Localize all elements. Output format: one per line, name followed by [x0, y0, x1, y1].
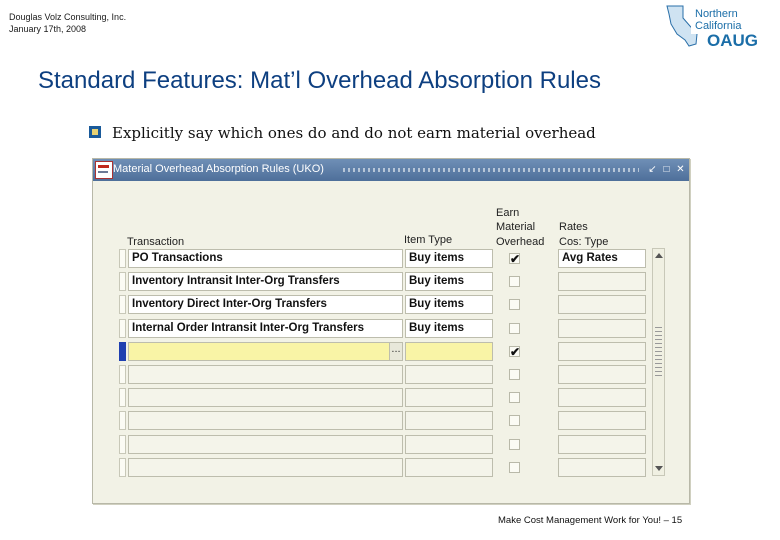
row-indicator[interactable] — [119, 249, 126, 268]
oracle-icon — [95, 161, 113, 179]
bullet-text: Explicitly say which ones do and do not earn material overhead — [112, 124, 596, 142]
rates-cost-type-field[interactable] — [558, 272, 646, 291]
item-type-field[interactable]: Buy items — [405, 272, 493, 291]
row-indicator[interactable] — [119, 411, 126, 430]
item-type-field[interactable] — [405, 411, 493, 430]
earn-overhead-checkbox[interactable] — [509, 299, 520, 310]
logo-line-2: California — [695, 20, 742, 32]
column-header-transaction: Transaction — [127, 236, 185, 248]
row-indicator[interactable] — [119, 365, 126, 384]
transaction-field[interactable] — [128, 411, 403, 430]
company-name: Douglas Volz Consulting, Inc. — [9, 12, 127, 22]
rates-cost-type-field[interactable] — [558, 435, 646, 454]
window-titlebar[interactable] — [93, 159, 689, 181]
absorption-rules-window — [92, 158, 690, 504]
transaction-field[interactable] — [128, 365, 403, 384]
rates-cost-type-field[interactable] — [558, 388, 646, 407]
restore-icon[interactable]: ↙ — [648, 164, 657, 175]
column-header-item-type: Item Type — [404, 234, 453, 246]
earn-overhead-checkbox[interactable] — [509, 323, 520, 334]
earn-overhead-checkbox[interactable] — [509, 276, 520, 287]
item-type-field[interactable] — [405, 388, 493, 407]
row-indicator[interactable] — [119, 319, 126, 338]
slide-footer: Make Cost Management Work for You! – 15 — [498, 515, 683, 526]
maximize-icon[interactable]: □ — [663, 164, 670, 175]
bullet-icon — [89, 126, 101, 138]
item-type-field[interactable] — [405, 435, 493, 454]
item-type-field[interactable] — [405, 342, 493, 361]
rates-cost-type-field[interactable] — [558, 411, 646, 430]
transaction-field[interactable]: Internal Order Intransit Inter-Org Transfers — [128, 319, 403, 338]
column-header-rates-1: Rates — [559, 221, 588, 233]
item-type-field[interactable] — [405, 365, 493, 384]
earn-overhead-checkbox[interactable] — [509, 415, 520, 426]
list-of-values-button[interactable]: ... — [389, 342, 403, 361]
row-indicator[interactable] — [119, 342, 126, 361]
transaction-field[interactable]: Inventory Direct Inter-Org Transfers — [128, 295, 403, 314]
item-type-field[interactable] — [405, 458, 493, 477]
column-header-earn-3: Overhead — [496, 236, 545, 248]
rates-cost-type-field[interactable] — [558, 365, 646, 384]
column-header-rates-2: Cos: Type — [559, 236, 609, 248]
rates-cost-type-field[interactable] — [558, 295, 646, 314]
transaction-field[interactable]: Inventory Intransit Inter-Org Transfers — [128, 272, 403, 291]
rates-cost-type-field[interactable]: Avg Rates — [558, 249, 646, 268]
earn-overhead-checkbox[interactable] — [509, 392, 520, 403]
scroll-up-icon[interactable] — [655, 253, 663, 258]
scroll-grip[interactable] — [655, 327, 662, 379]
slide-title: Standard Features: Mat’l Overhead Absorption Rules — [38, 67, 601, 94]
logo-line-3: OAUG — [707, 31, 758, 48]
window-title: Material Overhead Absorption Rules (UKO) — [113, 163, 324, 175]
row-indicator[interactable] — [119, 272, 126, 291]
logo-line-1: Northern — [695, 8, 738, 20]
transaction-field[interactable] — [128, 388, 403, 407]
row-indicator[interactable] — [119, 458, 126, 477]
earn-overhead-checkbox[interactable]: ✔ — [510, 252, 521, 266]
row-indicator[interactable] — [119, 295, 126, 314]
scroll-down-icon[interactable] — [655, 466, 663, 471]
earn-overhead-checkbox[interactable] — [509, 369, 520, 380]
transaction-field[interactable] — [128, 435, 403, 454]
close-icon[interactable]: ✕ — [676, 164, 685, 175]
rates-cost-type-field[interactable] — [558, 342, 646, 361]
item-type-field[interactable]: Buy items — [405, 319, 493, 338]
column-header-earn-1: Earn — [496, 207, 520, 219]
earn-overhead-checkbox[interactable] — [509, 439, 520, 450]
row-indicator[interactable] — [119, 435, 126, 454]
vertical-scrollbar[interactable] — [652, 248, 665, 476]
transaction-field[interactable] — [128, 342, 390, 361]
transaction-field[interactable]: PO Transactions — [128, 249, 403, 268]
titlebar-grip — [343, 168, 639, 172]
oaug-logo — [663, 4, 769, 48]
rates-cost-type-field[interactable] — [558, 458, 646, 477]
presentation-date: January 17th, 2008 — [9, 24, 87, 34]
row-indicator[interactable] — [119, 388, 126, 407]
column-header-earn-2: Material — [496, 221, 536, 233]
transaction-field[interactable] — [128, 458, 403, 477]
item-type-field[interactable]: Buy items — [405, 249, 493, 268]
earn-overhead-checkbox[interactable] — [509, 462, 520, 473]
item-type-field[interactable]: Buy items — [405, 295, 493, 314]
earn-overhead-checkbox[interactable]: ✔ — [510, 345, 521, 359]
rates-cost-type-field[interactable] — [558, 319, 646, 338]
